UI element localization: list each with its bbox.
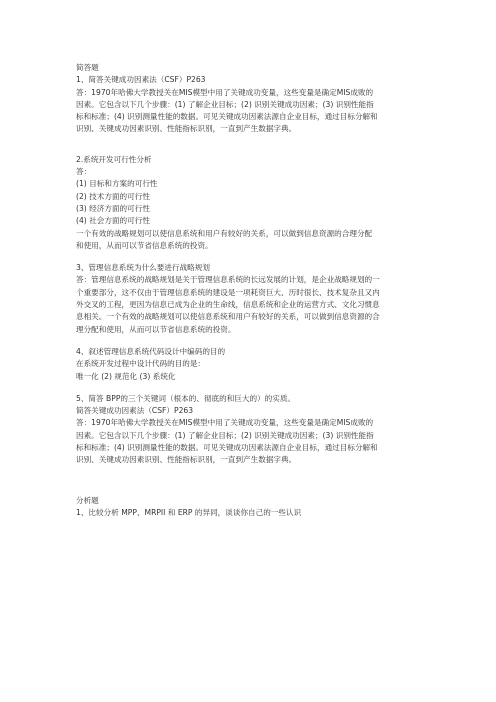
question-5-answer-line: 因素。它包含以下几个步骤：(1) 了解企业目标；(2) 识别关键成功因素；(3) 识别性能指 bbox=[76, 430, 374, 440]
question-1-title: 1、简答关键成功因素法（CSF）P263 bbox=[76, 75, 206, 85]
question-1-answer-line: 答：1970年哈佛大学教授关在MIS模型中用了关键成功变量，这些变量是确定MIS成败的 bbox=[76, 87, 374, 97]
question-2-item: (2) 技术方面的可行性 bbox=[76, 191, 150, 201]
question-2-item: (1) 目标和方案的可行性 bbox=[76, 179, 158, 189]
question-1-answer-line: 因素。它包含以下几个步骤：(1) 了解企业目标；(2) 识别关键成功因素；(3) 识别性能指 bbox=[76, 99, 374, 109]
question-3-answer-line: 外交叉的工程，更因为信息已成为企业的生命线，信息系统和企业的运营方式、文化习惯息 bbox=[76, 300, 380, 310]
question-1-answer-line: 识别、关键成功因素识别、性能指标识别，一直到产生数据字典。 bbox=[76, 124, 297, 134]
question-3-answer-line: 息相关。一个有效的战略规划可以使信息系统和用户有较好的关系，可以做到信息资源的合 bbox=[76, 312, 380, 322]
question-3-answer-line: 理分配和使用，从而可以节省信息系统的投资。 bbox=[76, 324, 236, 334]
question-5-answer-line: 标和标准；(4) 识别测量性能的数据。可见关键成功因素法源自企业目标，通过目标分解和 bbox=[76, 443, 378, 453]
question-2-summary-line: 一个有效的战略规划可以使信息系统和用户有较好的关系，可以做到信息资源的合理分配 bbox=[76, 228, 373, 238]
question-2-title: 2.系统开发可行性分析 bbox=[76, 154, 152, 164]
question-3-title: 3、管理信息系统为什么要进行战略规划 bbox=[76, 263, 210, 273]
question-5-answer-line: 识别、关键成功因素识别、性能指标识别，一直到产生数据字典。 bbox=[76, 455, 297, 465]
question-3-answer-line: 答：管理信息系统的战略规划是关于管理信息系统的长远发展的计划，是企业战略规划的一 bbox=[76, 275, 380, 285]
question-5-answer-line: 答：1970年哈佛大学教授关在MIS模型中用了关键成功变量，这些变量是确定MIS成败的 bbox=[76, 418, 374, 428]
question-5-subtitle: 简答关键成功因素法（CSF）P263 bbox=[76, 406, 194, 416]
question-4-points: 唯一化 (2) 规范化 (3) 系统化 bbox=[76, 371, 176, 381]
question-4-intro: 在系统开发过程中设计代码的目的是： bbox=[76, 359, 206, 369]
question-2-answer-label: 答： bbox=[76, 167, 92, 177]
question-2-item: (3) 经济方面的可行性 bbox=[76, 203, 150, 213]
question-1-answer-line: 标和标准；(4) 识别测量性能的数据。可见关键成功因素法源自企业目标，通过目标分解和 bbox=[76, 112, 378, 122]
question-2-summary-line: 和使用，从而可以节省信息系统的投资。 bbox=[76, 240, 213, 250]
analysis-question-1-title: 1、比较分析 MPP、MRPII 和 ERP 的异同，谈谈你自己的一些认识 bbox=[76, 507, 302, 517]
question-5-title: 5、简答 BPP的三个关键词（根本的、彻底的和巨大的）的实质。 bbox=[76, 393, 296, 403]
question-2-item: (4) 社会方面的可行性 bbox=[76, 216, 150, 226]
section-title-short-answer: 简答题 bbox=[76, 63, 99, 72]
question-4-title: 4、叙述管理信息系统代码设计中编码的目的 bbox=[76, 346, 226, 356]
document-page bbox=[76, 62, 418, 519]
question-3-answer-line: 个重要部分，这不仅由于管理信息系统的建设是一项耗资巨大、历时很长、技术复杂且又内 bbox=[76, 287, 380, 297]
section-title-analysis: 分析题 bbox=[76, 495, 99, 505]
